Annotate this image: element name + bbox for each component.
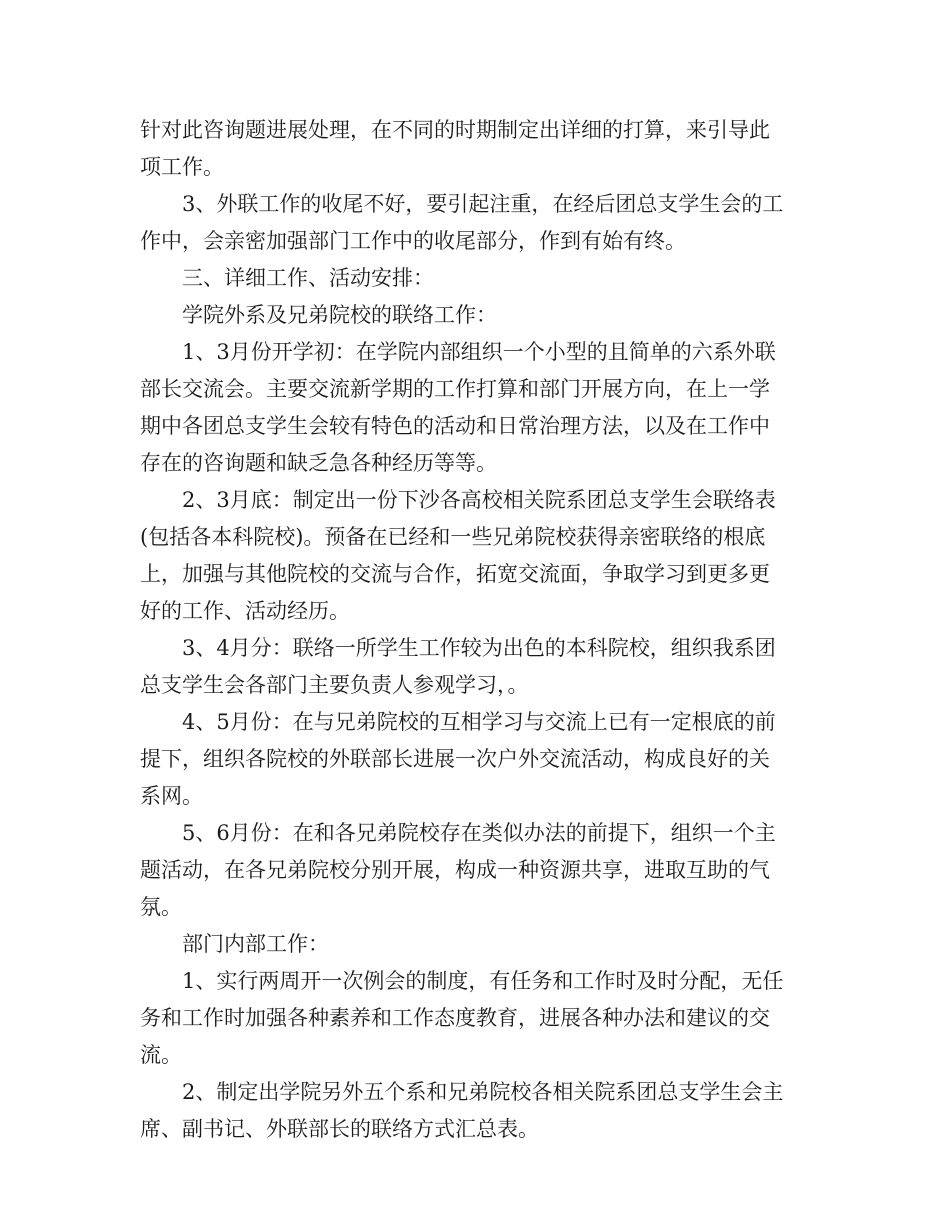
text-line: 系网。 [140, 784, 203, 808]
text-line: 2、3月底：制定出一份下沙各高校相关院系团总支学生会联络表 [182, 488, 776, 512]
text-line: 1、3月份开学初：在学院内部组织一个小型的且简单的六系外联 [182, 340, 776, 364]
text-line: 题活动，在各兄弟院校分别开展，构成一种资源共享，进取互助的气 [140, 858, 770, 882]
text-line: (包括各本科院校)。预备在已经和一些兄弟院校获得亲密联络的根底 [140, 525, 766, 549]
text-line: 3、4月分：联络一所学生工作较为出色的本科院校，组织我系团 [182, 636, 776, 660]
text-line: 针对此咨询题进展处理，在不同的时期制定出详细的打算，来引导此 [140, 118, 770, 142]
text-line: 1、实行两周开一次例会的制度，有任务和工作时及时分配，无任 [182, 969, 784, 993]
text-line: 务和工作时加强各种素养和工作态度教育，进展各种办法和建议的交 [140, 1006, 770, 1030]
document-body [140, 112, 812, 1148]
text-line: 学院外系及兄弟院校的联络工作： [182, 303, 497, 327]
text-line: 上，加强与其他院校的交流与合作，拓宽交流面，争取学习到更多更 [140, 562, 770, 586]
text-line: 总支学生会各部门主要负责人参观学习，。 [140, 673, 529, 697]
text-line: 4、5月份：在与兄弟院校的互相学习与交流上已有一定根底的前 [182, 710, 776, 734]
text-line: 5、6月份：在和各兄弟院校存在类似办法的前提下，组织一个主 [182, 821, 776, 845]
text-line: 氛。 [140, 895, 182, 919]
text-line: 流。 [140, 1043, 182, 1067]
text-line: 三、详细工作、活动安排： [182, 266, 434, 290]
text-line: 作中，会亲密加强部门工作中的收尾部分，作到有始有终。 [140, 229, 686, 253]
text-line: 期中各团总支学生会较有特色的活动和日常治理方法，以及在工作中 [140, 414, 770, 438]
text-line: 席、副书记、外联部长的联络方式汇总表。 [140, 1117, 539, 1141]
text-line: 部长交流会。主要交流新学期的工作打算和部门开展方向，在上一学 [140, 377, 770, 401]
text-line: 3、外联工作的收尾不好，要引起注重，在经后团总支学生会的工 [182, 192, 784, 216]
text-line: 项工作。 [140, 155, 224, 179]
text-line: 2、制定出学院另外五个系和兄弟院校各相关院系团总支学生会主 [182, 1080, 784, 1104]
text-line: 部门内部工作： [182, 932, 329, 956]
text-line: 存在的咨询题和缺乏急各种经历等等。 [140, 451, 497, 475]
text-line: 提下，组织各院校的外联部长进展一次户外交流活动，构成良好的关 [140, 747, 770, 771]
text-line: 好的工作、活动经历。 [140, 599, 350, 623]
